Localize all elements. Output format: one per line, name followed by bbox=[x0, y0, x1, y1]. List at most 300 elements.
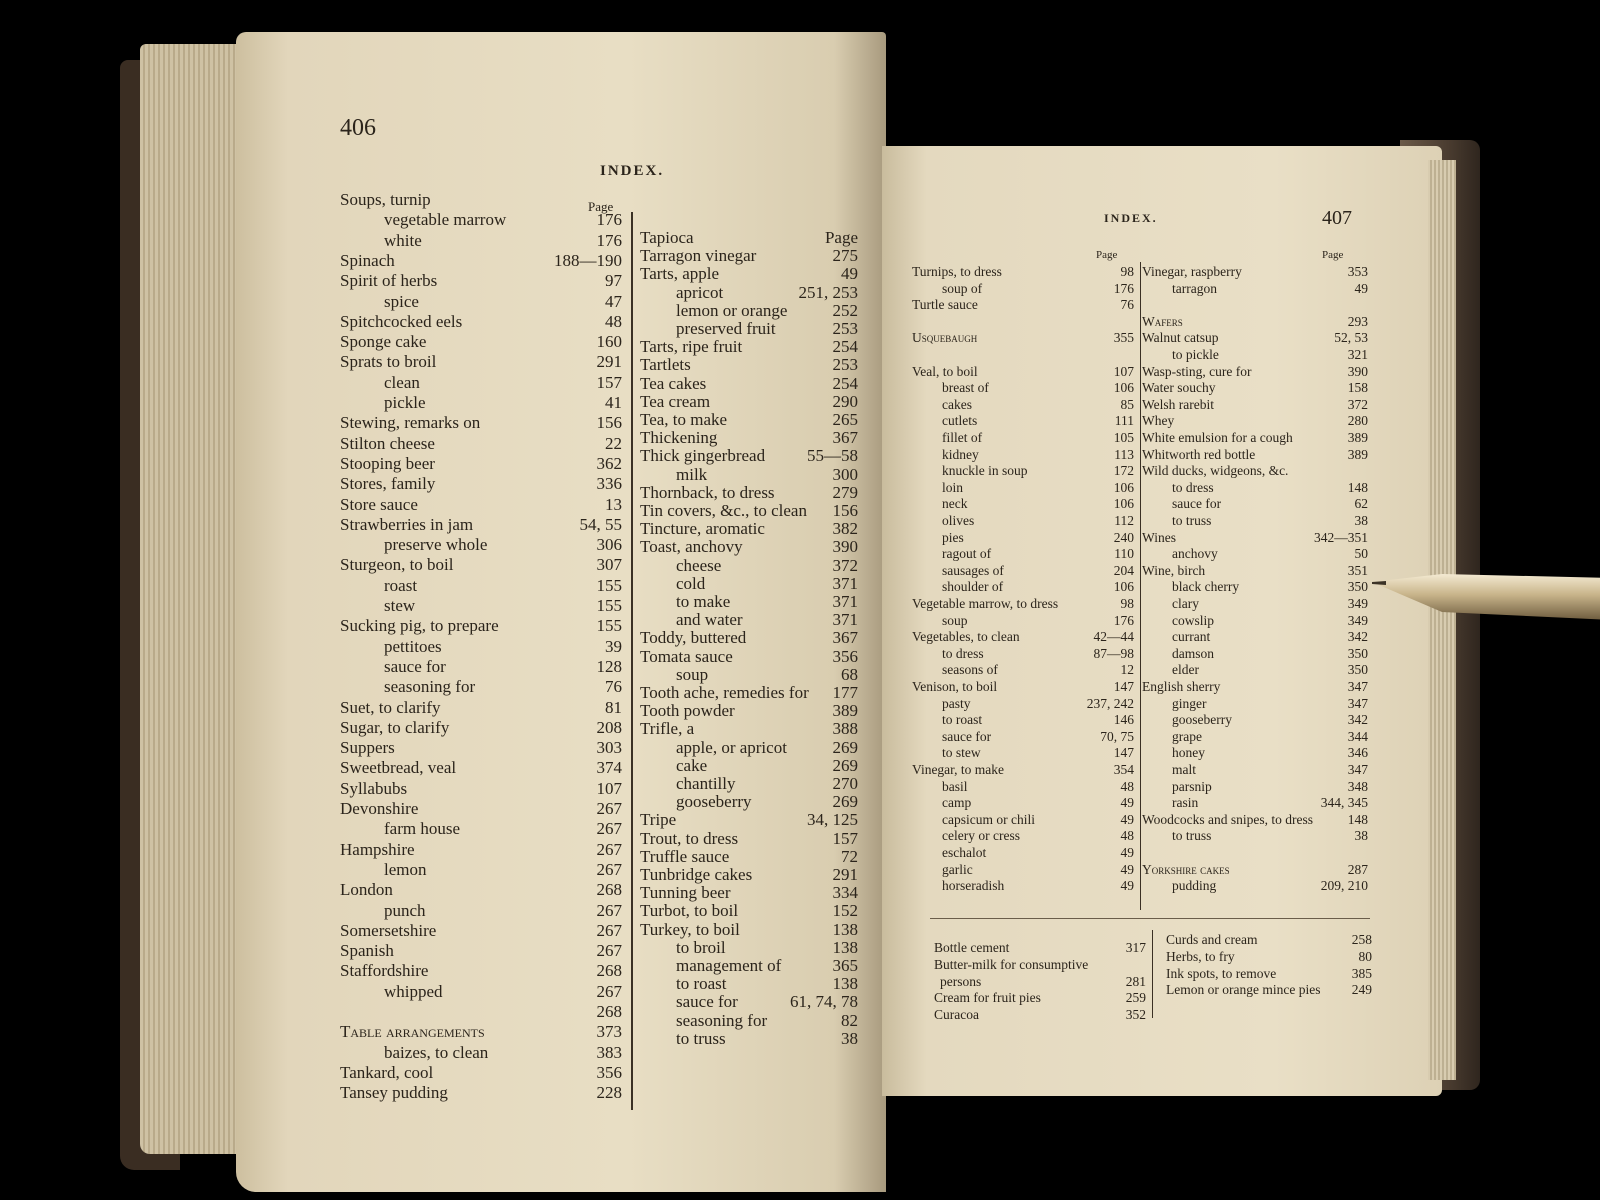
index-page-number: 107 bbox=[596, 778, 622, 798]
index-entry: parsnip bbox=[1172, 778, 1212, 794]
index-entry: clary bbox=[1172, 596, 1199, 611]
page-edges-left bbox=[140, 44, 250, 1154]
index-entry: pettitoes bbox=[384, 636, 442, 656]
index-entry: Thickening bbox=[640, 428, 718, 448]
index-page-number: 253 bbox=[832, 319, 858, 338]
index-page-number: 52, 53 bbox=[1334, 330, 1368, 346]
index-page-number: 72 bbox=[841, 846, 858, 866]
index-page-number: 267 bbox=[596, 819, 622, 839]
index-entry: honey bbox=[1172, 745, 1205, 761]
index-entry: eschalot bbox=[942, 845, 987, 860]
index-page-number: Page bbox=[824, 228, 858, 247]
index-page-number: 76 bbox=[605, 677, 622, 697]
index-page-number: 254 bbox=[832, 373, 858, 393]
index-page-number: 155 bbox=[596, 596, 622, 615]
index-entry: cake bbox=[676, 755, 708, 775]
index-page-number: 48 bbox=[605, 311, 622, 331]
index-page-number: 38 bbox=[841, 1028, 858, 1048]
index-entry: cakes bbox=[942, 396, 972, 412]
index-entry: Wasp-sting, cure for bbox=[1142, 363, 1252, 379]
index-entry: Spanish bbox=[340, 941, 394, 961]
index-entry: malt bbox=[1172, 762, 1196, 777]
index-entry: to truss bbox=[676, 1028, 726, 1048]
index-entry: chantilly bbox=[676, 774, 736, 793]
index-entry: to broil bbox=[676, 937, 726, 957]
index-page-number: 371 bbox=[832, 610, 858, 630]
index-page-number: 267 bbox=[596, 981, 622, 1001]
index-page-number: 348 bbox=[1347, 778, 1368, 794]
index-entry: Walnut catsup bbox=[1142, 330, 1219, 346]
index-page-number: 42—44 bbox=[1093, 629, 1134, 645]
index-entry: olives bbox=[942, 513, 975, 528]
index-page-number: 383 bbox=[596, 1042, 622, 1062]
index-page-number: 349 bbox=[1347, 612, 1368, 628]
index-entry: Trout, to dress bbox=[640, 828, 739, 848]
index-page-number: 317 bbox=[1125, 940, 1146, 955]
index-page-number: 270 bbox=[832, 774, 858, 793]
index-page-number: 258 bbox=[1351, 932, 1372, 947]
index-page-number: 388 bbox=[832, 719, 858, 739]
index-page-number: 267 bbox=[596, 900, 622, 920]
index-page-number: 287 bbox=[1347, 861, 1368, 877]
index-page-number: 49 bbox=[841, 264, 858, 284]
index-page-number: 228 bbox=[596, 1083, 622, 1103]
index-entry: Tarragon vinegar bbox=[640, 246, 757, 266]
index-page-number: 146 bbox=[1113, 712, 1134, 728]
index-entry: Yorkshire cakes bbox=[1142, 861, 1230, 877]
index-entry: Spirit of herbs bbox=[340, 271, 438, 291]
index-entry: cutlets bbox=[942, 413, 978, 429]
index-entry: Tunbridge cakes bbox=[640, 865, 753, 884]
index-page-number: 267 bbox=[596, 799, 622, 818]
index-entry: lemon or orange bbox=[676, 300, 788, 320]
index-entry: Trifle, a bbox=[640, 719, 695, 739]
index-entry: Staffordshire bbox=[340, 961, 429, 981]
index-entry: Turnips, to dress bbox=[912, 264, 1002, 279]
index-entry: Toast, anchovy bbox=[640, 537, 743, 557]
index-entry: Truffle sauce bbox=[640, 846, 730, 866]
index-page-number: 176 bbox=[596, 230, 622, 250]
index-page-number: 303 bbox=[596, 738, 622, 758]
index-page-number: 279 bbox=[832, 482, 858, 502]
index-page-number: 106 bbox=[1113, 496, 1134, 512]
index-entry: Tarts, apple bbox=[640, 264, 720, 284]
index-page-number: 148 bbox=[1347, 479, 1368, 495]
index-entry: milk bbox=[676, 464, 708, 484]
index-page-number: 390 bbox=[1347, 363, 1368, 379]
index-page-number: 347 bbox=[1347, 762, 1368, 777]
index-page-number: 70, 75 bbox=[1100, 728, 1134, 744]
index-entry: ginger bbox=[1172, 695, 1207, 711]
index-entry: Suppers bbox=[340, 738, 395, 758]
index-entry: Sweetbread, veal bbox=[340, 758, 457, 778]
index-page-number: 155 bbox=[596, 616, 622, 636]
index-entry: punch bbox=[384, 900, 426, 920]
index-page-number: 176 bbox=[596, 210, 622, 230]
index-page-number: 157 bbox=[832, 828, 858, 848]
index-entry: Sturgeon, to boil bbox=[340, 555, 454, 575]
index-entry: Wines bbox=[1142, 529, 1176, 545]
index-page-number: 346 bbox=[1347, 745, 1368, 761]
index-page-number: 240 bbox=[1113, 529, 1134, 545]
index-entry: Tin covers, &c., to clean bbox=[640, 501, 807, 520]
index-page-number: 62 bbox=[1354, 496, 1368, 512]
index-entry: and water bbox=[676, 610, 743, 630]
index-entry: Tincture, aromatic bbox=[640, 519, 765, 539]
index-page-number: 156 bbox=[596, 413, 622, 433]
index-entry: Tripe bbox=[640, 810, 677, 830]
index-entry: to roast bbox=[942, 712, 983, 728]
index-page-number: 113 bbox=[1114, 446, 1134, 462]
index-page-number: 254 bbox=[832, 337, 858, 357]
right-page-number: 407 bbox=[1322, 207, 1352, 229]
index-entry: Woodcocks and snipes, to dress bbox=[1142, 811, 1314, 827]
index-entry: Water souchy bbox=[1142, 380, 1216, 396]
index-page-number: 253 bbox=[832, 355, 858, 375]
index-entry: Whey bbox=[1142, 413, 1175, 429]
index-entry: stew bbox=[384, 596, 416, 615]
index-entry: cheese bbox=[676, 555, 722, 575]
index-page-number: 281 bbox=[1125, 973, 1146, 989]
index-entry: Tankard, cool bbox=[340, 1062, 434, 1082]
index-page-number: 306 bbox=[596, 535, 622, 555]
index-page-number: 22 bbox=[605, 433, 622, 453]
index-page-number: 269 bbox=[832, 792, 858, 812]
index-entry: seasoning for bbox=[676, 1010, 768, 1030]
index-entry: Table arrangements bbox=[340, 1022, 485, 1042]
index-entry: soup bbox=[676, 664, 709, 684]
index-page-number: 80 bbox=[1358, 948, 1372, 964]
index-entry: preserve whole bbox=[384, 535, 488, 555]
index-entry: preserved fruit bbox=[676, 319, 776, 338]
index-entry: elder bbox=[1172, 662, 1199, 678]
index-page-number: 157 bbox=[596, 372, 622, 392]
index-entry: Sponge cake bbox=[340, 332, 427, 352]
index-page-number: 97 bbox=[605, 271, 622, 291]
index-page-number: 342—351 bbox=[1314, 529, 1368, 545]
index-entry: Tunning beer bbox=[640, 883, 731, 903]
index-page-number: 68 bbox=[841, 664, 858, 684]
index-page-number: 342 bbox=[1347, 712, 1368, 728]
index-page-number: 188—190 bbox=[554, 250, 622, 270]
index-entry: Thornback, to dress bbox=[640, 482, 775, 502]
index-entry: Toddy, buttered bbox=[640, 628, 747, 648]
index-entry: Devonshire bbox=[340, 799, 419, 818]
index-page-number: 356 bbox=[832, 646, 858, 666]
index-entry: Stewing, remarks on bbox=[340, 413, 481, 433]
index-page-number: 351 bbox=[1347, 562, 1368, 578]
index-page-number: 138 bbox=[832, 974, 858, 994]
index-entry: fillet of bbox=[942, 430, 983, 445]
index-page-number: 81 bbox=[605, 697, 622, 717]
index-page-number: 352 bbox=[1125, 1007, 1146, 1023]
left-column-divider bbox=[631, 212, 633, 1110]
index-page-number: 128 bbox=[596, 656, 622, 676]
index-page-number: 76 bbox=[1120, 297, 1134, 313]
index-page-number: 367 bbox=[832, 628, 858, 648]
index-page-number: 367 bbox=[832, 428, 858, 448]
index-entry: garlic bbox=[942, 861, 973, 877]
index-entry: pickle bbox=[384, 393, 426, 412]
index-entry: management of bbox=[676, 956, 782, 975]
index-entry: sauce for bbox=[942, 728, 992, 744]
index-entry: Bottle cement bbox=[934, 940, 1010, 955]
index-page-number: 268 bbox=[596, 1002, 622, 1021]
index-entry: gooseberry bbox=[1172, 712, 1232, 728]
index-entry: sauce for bbox=[384, 656, 446, 676]
index-entry: Vinegar, to make bbox=[912, 762, 1004, 777]
index-entry: to truss bbox=[1172, 828, 1212, 844]
index-entry: Wine, birch bbox=[1142, 562, 1206, 578]
index-page-number: 138 bbox=[832, 919, 858, 939]
index-page-number: 110 bbox=[1114, 546, 1134, 562]
index-entry: clean bbox=[384, 372, 420, 392]
index-page-number: 267 bbox=[596, 941, 622, 961]
index-entry: Cream for fruit pies bbox=[934, 990, 1041, 1006]
index-entry: pies bbox=[942, 529, 964, 545]
index-page-number: 148 bbox=[1347, 811, 1368, 827]
index-entry: white bbox=[384, 230, 422, 250]
index-page-number: 389 bbox=[1347, 430, 1368, 445]
index-entry: Soups, turnip bbox=[340, 190, 431, 209]
index-page-number: 158 bbox=[1347, 380, 1368, 396]
index-page-number: 160 bbox=[596, 332, 622, 352]
index-entry: soup of bbox=[942, 280, 983, 296]
index-page-number: 209, 210 bbox=[1320, 878, 1368, 894]
index-entry: Store sauce bbox=[340, 494, 418, 514]
index-entry: Vegetable marrow, to dress bbox=[912, 596, 1059, 611]
index-page-number: 350 bbox=[1347, 662, 1368, 678]
index-entry: seasons of bbox=[942, 662, 998, 678]
index-entry: pasty bbox=[942, 695, 971, 711]
index-entry: farm house bbox=[384, 819, 461, 839]
index-entry: kidney bbox=[942, 446, 979, 462]
index-entry: to truss bbox=[1172, 513, 1212, 528]
index-entry: soup bbox=[942, 612, 968, 628]
index-entry: Lemon or orange mince pies bbox=[1166, 982, 1321, 998]
index-entry: roast bbox=[384, 575, 418, 595]
addenda-divider bbox=[1152, 930, 1153, 1018]
index-entry: pudding bbox=[1172, 878, 1217, 894]
index-page-number: 293 bbox=[1347, 313, 1368, 329]
index-page-number: 300 bbox=[832, 464, 858, 484]
index-page-number: 39 bbox=[605, 636, 622, 656]
index-entry: Herbs, to fry bbox=[1166, 948, 1235, 964]
index-entry: gooseberry bbox=[676, 792, 752, 812]
index-page-number: 252 bbox=[832, 300, 858, 320]
index-entry: to stew bbox=[942, 745, 981, 761]
index-page-number: 344 bbox=[1347, 728, 1368, 744]
index-entry: sauce for bbox=[676, 992, 738, 1012]
index-entry: Usquebaugh bbox=[912, 330, 978, 346]
index-page-number: 87—98 bbox=[1093, 645, 1134, 661]
index-entry: Tapioca bbox=[640, 228, 694, 247]
index-entry: currant bbox=[1172, 629, 1211, 645]
index-page-number: 176 bbox=[1113, 280, 1134, 296]
index-entry: anchovy bbox=[1172, 546, 1218, 562]
index-entry: lemon bbox=[384, 859, 427, 879]
index-page-number: 54, 55 bbox=[579, 514, 622, 534]
index-page-number: 344, 345 bbox=[1320, 795, 1368, 811]
index-entry: Curds and cream bbox=[1166, 932, 1258, 947]
index-page-number: 12 bbox=[1120, 662, 1134, 678]
index-page-number: 356 bbox=[596, 1062, 622, 1082]
index-page-number: 251, 253 bbox=[798, 282, 858, 302]
index-entry: Welsh rarebit bbox=[1142, 396, 1215, 412]
index-entry: to roast bbox=[676, 974, 727, 994]
index-entry: Ink spots, to remove bbox=[1166, 965, 1277, 981]
index-entry: seasoning for bbox=[384, 677, 476, 697]
index-entry: Butter-milk for consumptive bbox=[934, 956, 1089, 972]
index-page-number: 61, 74, 78 bbox=[790, 992, 858, 1012]
index-page-number: 269 bbox=[832, 737, 858, 757]
index-page-number: 347 bbox=[1347, 679, 1368, 694]
index-page-number: 334 bbox=[832, 883, 858, 903]
index-page-number: 55—58 bbox=[807, 446, 858, 466]
index-entry: Turtle sauce bbox=[912, 297, 978, 313]
index-page-number: 176 bbox=[1113, 612, 1134, 628]
index-entry: loin bbox=[942, 479, 964, 495]
index-page-number: 106 bbox=[1113, 479, 1134, 495]
index-page-number: 389 bbox=[832, 701, 858, 721]
index-page-number: 353 bbox=[1347, 264, 1368, 279]
index-entry: Tarts, ripe fruit bbox=[640, 337, 743, 357]
index-page-number: 372 bbox=[1347, 396, 1368, 412]
index-entry: camp bbox=[942, 795, 972, 811]
index-entry: cold bbox=[676, 573, 706, 593]
index-entry: Strawberries in jam bbox=[340, 514, 474, 534]
index-entry: Tooth powder bbox=[640, 701, 735, 721]
index-page-number: 34, 125 bbox=[807, 810, 858, 830]
index-entry: neck bbox=[942, 496, 968, 512]
index-entry: Tooth ache, remedies for bbox=[640, 683, 809, 702]
index-page-number: 350 bbox=[1347, 579, 1368, 595]
index-entry: Tea cakes bbox=[640, 373, 707, 393]
index-entry: Sugar, to clarify bbox=[340, 717, 450, 737]
index-page-number: 106 bbox=[1113, 380, 1134, 396]
index-page-number: 147 bbox=[1113, 679, 1134, 694]
index-page-number: 268 bbox=[596, 880, 622, 900]
index-page-number: 172 bbox=[1113, 463, 1134, 479]
index-page-number: 106 bbox=[1113, 579, 1134, 595]
index-entry: basil bbox=[942, 778, 968, 794]
index-entry: Vegetables, to clean bbox=[912, 629, 1020, 645]
index-page-number: 382 bbox=[832, 519, 858, 539]
index-entry: London bbox=[340, 880, 393, 900]
index-page-number: 237, 242 bbox=[1086, 695, 1134, 711]
index-entry: Wild ducks, widgeons, &c. bbox=[1142, 463, 1289, 479]
index-page-number: 112 bbox=[1114, 513, 1134, 528]
index-entry: to dress bbox=[1172, 479, 1214, 495]
index-page-number: 38 bbox=[1354, 828, 1368, 844]
index-page-number: 355 bbox=[1113, 330, 1134, 346]
index-page-number: 48 bbox=[1120, 778, 1134, 794]
index-entry: Turbot, to boil bbox=[640, 901, 739, 921]
index-page-number: 155 bbox=[596, 575, 622, 595]
index-page-number: 275 bbox=[832, 246, 858, 266]
index-entry: Tea cream bbox=[640, 391, 711, 411]
index-page-number: 156 bbox=[832, 501, 858, 520]
index-page-number: 371 bbox=[832, 592, 858, 611]
index-page-number: 372 bbox=[832, 555, 858, 575]
left-page-number: 406 bbox=[340, 115, 376, 141]
index-page-number: 48 bbox=[1120, 828, 1134, 844]
index-entry: ragout of bbox=[942, 546, 992, 562]
index-entry: celery or cress bbox=[942, 828, 1020, 844]
index-page-number: 321 bbox=[1347, 347, 1368, 362]
index-entry: Tansey pudding bbox=[340, 1083, 448, 1103]
right-page-heading: INDEX. bbox=[1104, 211, 1158, 225]
index-entry: spice bbox=[384, 291, 419, 311]
index-entry: baizes, to clean bbox=[384, 1042, 489, 1062]
index-entry: Veal, to boil bbox=[912, 363, 978, 379]
index-page-number: 290 bbox=[832, 391, 858, 411]
index-page-number: 13 bbox=[605, 494, 622, 514]
index-page-number: 365 bbox=[832, 956, 858, 975]
page-edges-right bbox=[1428, 160, 1456, 1080]
index-entry: Stooping beer bbox=[340, 453, 435, 473]
index-page-number: 85 bbox=[1120, 396, 1134, 412]
index-page-number: 385 bbox=[1351, 965, 1372, 981]
index-page-number: 152 bbox=[832, 901, 858, 921]
index-page-number: 49 bbox=[1120, 811, 1134, 827]
index-page-number: 374 bbox=[596, 758, 622, 778]
index-page-number: 177 bbox=[832, 683, 858, 702]
index-page-number: 249 bbox=[1351, 982, 1372, 998]
index-page-number: 138 bbox=[832, 937, 858, 957]
index-entry: apple, or apricot bbox=[676, 737, 787, 757]
index-page-number: 280 bbox=[1347, 413, 1368, 429]
index-page-number: 208 bbox=[596, 717, 622, 737]
index-page-number: 268 bbox=[596, 961, 622, 981]
index-entry: Tartlets bbox=[640, 355, 691, 375]
index-entry: Stores, family bbox=[340, 474, 436, 494]
index-entry: Wafers bbox=[1142, 313, 1183, 329]
index-page-number: 267 bbox=[596, 920, 622, 940]
index-page-number: 147 bbox=[1113, 745, 1134, 761]
index-page-number: 371 bbox=[832, 573, 858, 593]
index-entry: tarragon bbox=[1172, 280, 1217, 296]
index-page-number: 41 bbox=[605, 393, 622, 412]
index-page-number: 389 bbox=[1347, 446, 1368, 462]
index-entry: Sprats to broil bbox=[340, 352, 437, 372]
index-page-number: 49 bbox=[1120, 861, 1134, 877]
right-col2-page-label: Page bbox=[1322, 249, 1344, 261]
index-entry: black cherry bbox=[1172, 579, 1240, 595]
index-page-number: 307 bbox=[596, 555, 622, 575]
index-entry: sauce for bbox=[1172, 496, 1222, 512]
index-page-number: 349 bbox=[1347, 596, 1368, 611]
index-page-number: 354 bbox=[1113, 762, 1134, 777]
index-entry: Spinach bbox=[340, 250, 395, 270]
index-page-number: 259 bbox=[1125, 990, 1146, 1006]
index-entry: Sucking pig, to prepare bbox=[340, 616, 499, 636]
index-entry: Syllabubs bbox=[340, 778, 408, 798]
index-entry: horseradish bbox=[942, 878, 1005, 894]
index-entry: Spitchcocked eels bbox=[340, 311, 463, 331]
index-page-number: 265 bbox=[832, 410, 858, 429]
index-entry: whipped bbox=[384, 981, 443, 1001]
index-entry: capsicum or chili bbox=[942, 811, 1035, 827]
index-page-number: 267 bbox=[596, 839, 622, 859]
index-page-number: 342 bbox=[1347, 629, 1368, 645]
index-entry: Tea, to make bbox=[640, 410, 728, 429]
index-page-number: 49 bbox=[1120, 795, 1134, 811]
index-entry: Thick gingerbread bbox=[640, 446, 766, 466]
addenda-rule bbox=[930, 918, 1370, 919]
index-page-number: 50 bbox=[1354, 546, 1368, 562]
left-page bbox=[236, 32, 886, 1192]
